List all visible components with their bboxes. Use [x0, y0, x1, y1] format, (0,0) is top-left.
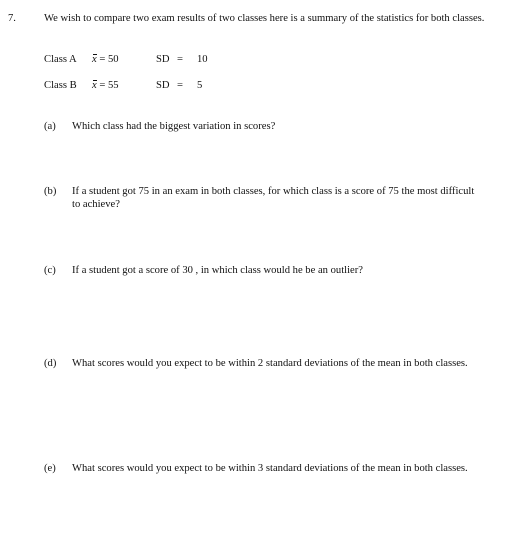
class-a-sd-value: 10: [197, 54, 208, 65]
class-b-sd-value: 5: [197, 80, 203, 91]
mean-symbol: x: [92, 54, 97, 65]
part-d-letter: (d): [44, 358, 57, 369]
class-b-sd-label: SD: [156, 80, 170, 91]
part-a-text: Which class had the biggest variation in scores?: [72, 121, 276, 132]
class-a-mean-value: = 50: [99, 54, 119, 65]
part-e-text: What scores would you expect to be within 3 standard deviations of the mean in both classes.: [72, 463, 468, 474]
part-c-letter: (c): [44, 265, 56, 276]
class-b-sd-eq: =: [177, 80, 183, 91]
class-a-sd-label: SD: [156, 54, 170, 65]
class-b-label: Class B: [44, 80, 77, 91]
part-d-text: What scores would you expect to be within 2 standard deviations of the mean in both classes.: [72, 358, 468, 369]
class-b-mean-value: = 55: [99, 80, 119, 91]
class-a-mean: [92, 53, 119, 66]
part-c-text: If a student got a score of 30 , in which class would he be an outlier?: [72, 265, 363, 276]
mean-symbol: x: [92, 80, 97, 91]
part-e-letter: (e): [44, 463, 56, 474]
class-a-label: Class A: [44, 54, 77, 65]
part-b-text: If a student got 75 in an exam in both classes, for which class is a score of 75 the most difficult to achieve?: [72, 186, 475, 210]
part-b-letter: (b): [44, 186, 57, 197]
part-a-letter: (a): [44, 121, 56, 132]
question-number: 7.: [8, 13, 16, 24]
class-b-mean: [92, 79, 119, 92]
class-a-sd-eq: =: [177, 54, 183, 65]
question-intro: We wish to compare two exam results of two classes here is a summary of the statistics for both classes.: [44, 13, 485, 24]
